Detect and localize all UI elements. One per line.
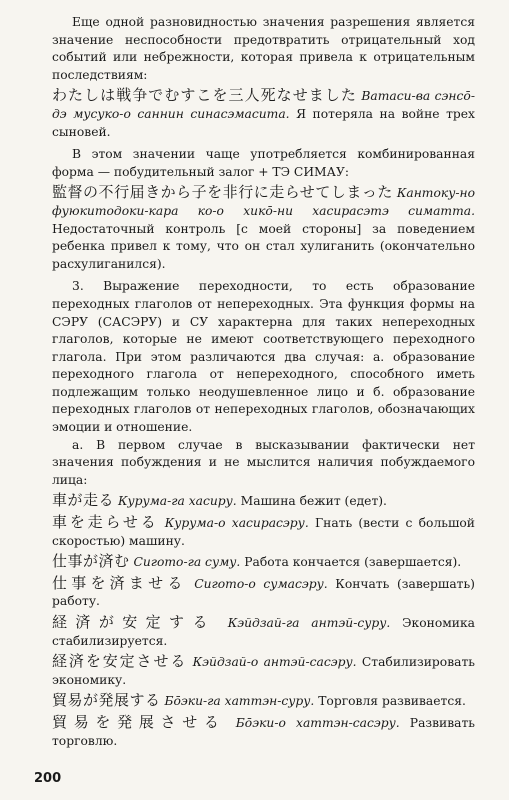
example-transcription: Кантоку-но фуюкитодоки-кара ко-о хикō-ни хасирасэтэ симатта. xyxy=(52,186,475,218)
paragraph-combined-form: В этом значении чаще употребляется комбинированная форма — побудительный залог + ТЭ СИМАУ: xyxy=(52,147,475,179)
examples-list xyxy=(52,492,475,750)
example-2 xyxy=(52,184,475,273)
example-japanese: 仕事を済ませる xyxy=(52,573,187,592)
example-japanese: 車が走る xyxy=(52,491,115,510)
example-translation: Торговля развивается. xyxy=(318,694,466,709)
example-transcription: Сигото-га суму. xyxy=(133,555,241,570)
example-transcription: Кэйдзай-га антэй-суру. xyxy=(227,616,391,630)
example-translation: Стабилизировать экономику. xyxy=(52,655,475,687)
paragraph-first-case: а. В первом случае в высказывании фактически нет значения побуждения и не мыслится наличия побуждаемого лица: xyxy=(52,437,475,487)
example-translation: Машина бежит (едет). xyxy=(240,494,387,509)
example-japanese: 監督の不行届きから子を非行に走らせてしまった xyxy=(52,183,393,202)
example-japanese: 経済が安定する xyxy=(52,613,216,631)
example-translation: Я потеряла на войне трех сыновей. xyxy=(52,106,475,139)
example-transcription: Бōэки-о хаттэн-сасэру. xyxy=(235,715,400,730)
example-japanese: わたしは戦争でむすこを三人死なせました xyxy=(52,86,357,105)
example-transcription: Сигото-о сумасэру. xyxy=(194,576,328,591)
example-translation: Кончать (завершать) работу. xyxy=(52,576,475,609)
paragraph-transitivity: 3. Выражение переходности, то есть образование переходных глаголов от непереходных. Эта функция формы на СЭРУ (САСЭРУ) и СУ характерна для таких непереходных глаголов, которые не имеют соответствующего переходного глагола. При этом различаются два случая: а. образование переходного глагола от непереходного, способного иметь подлежащим только неодушевленное лицо и б. образование переходных глаголов от непереходных глаголов, обозначающих эмоции и отношение. xyxy=(52,279,475,435)
example-japanese: 経済を安定させる xyxy=(52,652,188,671)
example-transcription: Ватаси-ва сэнсō-дэ мусуко-о саннин синасэмасита. xyxy=(52,89,475,121)
example-item xyxy=(52,575,475,611)
page-number: 200 xyxy=(34,771,62,786)
example-transcription: Кэйдзай-о антэй-сасэру. xyxy=(192,655,357,670)
example-translation: Экономика стабилизируется. xyxy=(52,616,475,648)
example-translation: Развивать торговлю. xyxy=(52,715,475,748)
example-item xyxy=(52,492,475,511)
example-item xyxy=(52,692,475,711)
example-japanese: 仕事が済む xyxy=(52,552,130,571)
example-translation: Работа кончается (завершается). xyxy=(244,555,462,570)
example-1 xyxy=(52,87,475,141)
example-transcription: Бōэки-га хаттэн-суру. xyxy=(164,694,315,709)
example-translation: Недостаточный контроль [с моей стороны] за поведением ребенка привел к тому, что он стал хулиганить (окончательно расхулиганился). xyxy=(52,221,475,271)
paragraph-intro: Еще одной разновидностью значения разрешения является значение неспособности предотвратить отрицательный ход событий или небрежности, которая привела к отрицательным последствиям: xyxy=(52,15,475,82)
example-item xyxy=(52,714,475,750)
example-japanese: 貿易が発展する xyxy=(52,691,161,710)
example-item xyxy=(52,553,475,572)
example-item xyxy=(52,614,475,650)
example-translation: Гнать (вести с большой скоростью) машину. xyxy=(52,516,475,548)
example-item xyxy=(52,653,475,689)
example-japanese: 車を走らせる xyxy=(52,513,159,532)
example-transcription: Курума-о хасирасэру. xyxy=(164,516,309,531)
example-transcription: Курума-га хасиру. xyxy=(117,494,237,509)
example-japanese: 貿易を発展させる xyxy=(52,712,226,731)
example-item xyxy=(52,514,475,550)
